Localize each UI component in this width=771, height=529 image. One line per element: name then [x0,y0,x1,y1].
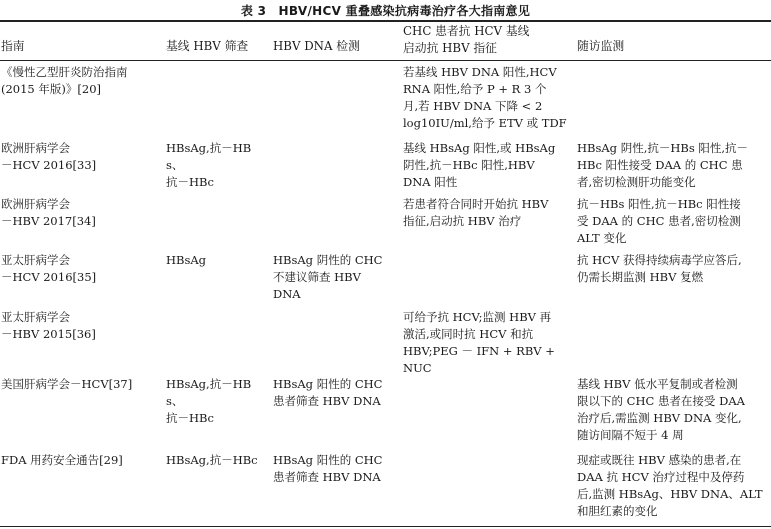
table-cell-guideline: 亚太肝病学会 －HBV 2015[36] [1,310,96,341]
table-cell-hbv-dna: HBsAg 阴性的 CHC 不建议筛查 HBV DNA [273,253,383,301]
table-cell-guideline: 亚太肝病学会 －HCV 2016[35] [1,253,97,284]
table-cell-start-treatment: 若基线 HBV DNA 阳性,HCV RNA 阳性,给予 P + R 3 个 月,若 HBV DNA 下降 < 2 log10IU/ml,给予 ETV 或 TDF [403,65,567,130]
bottom-rule [0,526,771,527]
table-cell-followup: 抗－HBs 阳性,抗－HBc 阳性接 受 DAA 的 CHC 患者,密切检测 ALT 变化 [577,197,741,245]
header-followup: 随访监测 [577,39,625,53]
header-guideline: 指南 [1,39,25,53]
table-cell-guideline: FDA 用药安全通告[29] [1,453,123,467]
table-cell-baseline-hbv: HBsAg,抗－HBs、 抗－HBc [166,377,252,425]
header-baseline-hbv: 基线 HBV 筛查 [166,39,249,53]
table-cell-guideline: 欧洲肝病学会 －HBV 2017[34] [1,197,96,228]
table-cell-followup: 现症或既往 HBV 感染的患者,在 DAA 抗 HCV 治疗过程中及停药 后,监测 HBsAg、HBV DNA、ALT 和胆红素的变化 [577,453,763,518]
table-cell-guideline: 《慢性乙型肝炎防治指南 (2015 年版)》[20] [1,65,128,96]
table-cell-hbv-dna: HBsAg 阳性的 CHC 患者筛查 HBV DNA [273,453,383,484]
table-cell-hbv-dna: HBsAg 阳性的 CHC 患者筛查 HBV DNA [273,377,383,408]
table-cell-baseline-hbv: HBsAg,抗－HBs、 抗－HBc [166,141,252,189]
header-rule [0,60,771,61]
table-cell-guideline: 美国肝病学会－HCV[37] [1,377,133,391]
top-rule [0,20,771,22]
header-hbv-dna: HBV DNA 检测 [273,39,360,53]
table-cell-start-treatment: 基线 HBsAg 阳性,或 HBsAg 阴性,抗－HBc 阳性,HBV DNA 阳性 [403,141,556,189]
table-cell-followup: 抗 HCV 获得持续病毒学应答后, 仍需长期监测 HBV 复燃 [577,253,742,284]
header-start-treatment: CHC 患者抗 HCV 基线 启动抗 HBV 指征 [403,24,530,55]
table-cell-followup: HBsAg 阴性,抗－HBs 阳性,抗－ HBc 阳性接受 DAA 的 CHC 患 者,密切检测肝功能变化 [577,141,749,189]
table-cell-start-treatment: 若患者符合同时开始抗 HBV 指征,启动抗 HBV 治疗 [403,197,549,228]
table-caption: 表 3 HBV/HCV 重叠感染抗病毒治疗各大指南意见 [240,4,531,18]
table-cell-start-treatment: 可给予抗 HCV;监测 HBV 再 激活,或同时抗 HCV 和抗 HBV;PEG － IFN + RBV + NUC [403,310,555,375]
table-cell-guideline: 欧洲肝病学会 －HCV 2016[33] [1,141,97,172]
table-cell-followup: 基线 HBV 低水平复制或者检测 限以下的 CHC 患者在接受 DAA 治疗后,需监测 HBV DNA 变化, 随访间隔不短于 4 周 [577,377,745,442]
table-cell-baseline-hbv: HBsAg [166,253,207,267]
table-cell-baseline-hbv: HBsAg,抗－HBc [166,453,258,467]
